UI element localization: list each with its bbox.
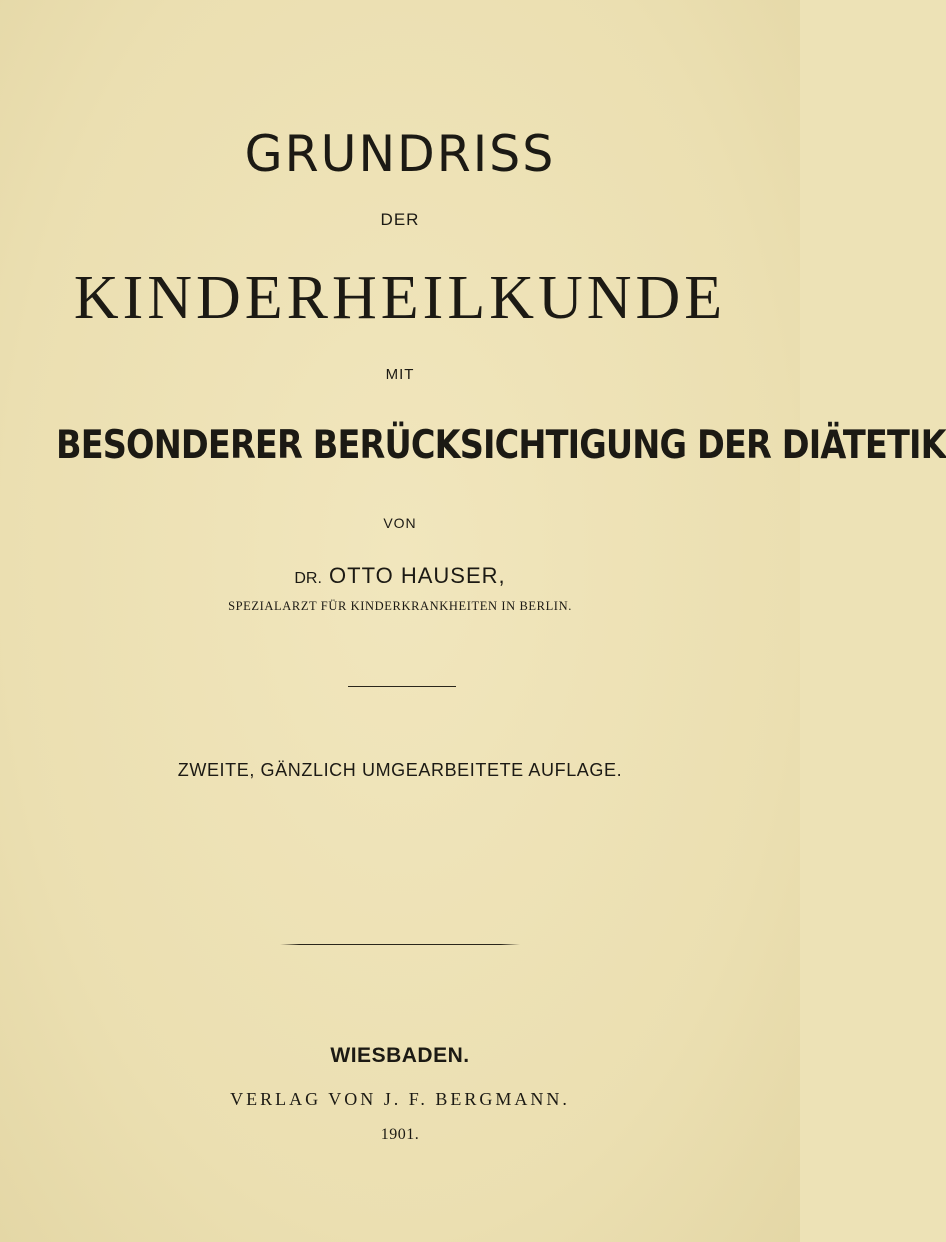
author-prefix: DR.: [294, 570, 322, 587]
author-name: OTTO HAUSER,: [329, 563, 506, 588]
book-subtitle: BESONDERER BERÜCKSICHTIGUNG DER DIÄTETIK: [56, 423, 946, 468]
book-title-line-2: KINDERHEILKUNDE: [73, 264, 727, 332]
author-line: [0, 562, 800, 593]
publication-place: WIESBADEN.: [330, 1044, 470, 1067]
connector-der: DER: [380, 210, 420, 229]
author-affiliation: SPEZIALARZT FÜR KINDERKRANKHEITEN IN BERLIN.: [228, 599, 572, 613]
divider-rule-short: [348, 686, 456, 687]
connector-mit: MIT: [385, 366, 415, 383]
book-title-line-1: GRUNDRISS: [244, 125, 556, 183]
connector-von: VON: [383, 515, 417, 531]
edition-statement: ZWEITE, GÄNZLICH UMGEARBEITETE AUFLAGE.: [177, 760, 623, 780]
divider-rule-long: [280, 944, 520, 945]
publisher-line: VERLAG VON J. F. BERGMANN.: [230, 1089, 570, 1109]
publication-year: 1901.: [380, 1126, 420, 1143]
